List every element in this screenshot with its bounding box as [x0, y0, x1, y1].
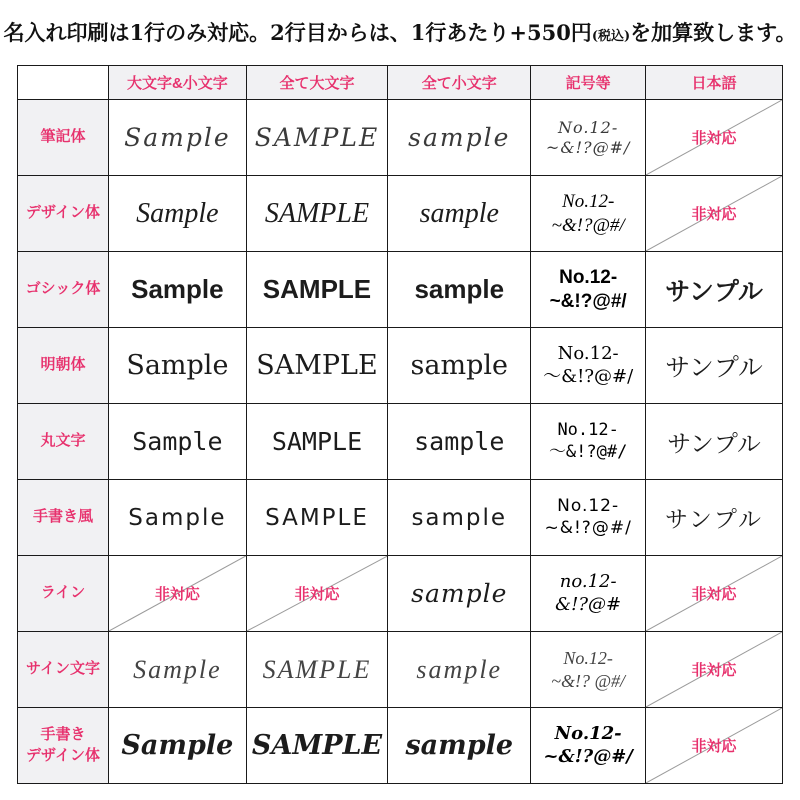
japanese-sample-cell: サンプル [646, 252, 783, 328]
symbol-cell: No.12- ~&!?@#/ [531, 176, 646, 252]
row-cursive [18, 100, 783, 176]
not-supported-cell: 非対応 [246, 556, 388, 632]
sample-cell: sample [388, 100, 531, 176]
header-upper-lower: 大文字&小文字 [109, 66, 247, 100]
row-handwritten-design [18, 708, 783, 784]
row-label-cell: 手書き デザイン体 [18, 708, 109, 784]
sample-cell: SAMPLE [246, 252, 388, 328]
row-label-cell: サイン文字 [18, 632, 109, 708]
header-all-upper: 全て大文字 [246, 66, 388, 100]
symbol-cell: No.12- ～&!?@#/ [531, 404, 646, 480]
sample-cell: Sample [109, 252, 247, 328]
sample-cell: SAMPLE [246, 404, 388, 480]
sample-cell: sample [388, 176, 531, 252]
sample-cell: sample [388, 252, 531, 328]
header-symbols: 記号等 [531, 66, 646, 100]
row-mincho [18, 328, 783, 404]
row-signature [18, 632, 783, 708]
page [0, 17, 800, 800]
sample-cell: SAMPLE [246, 176, 388, 252]
sample-cell: Sample [109, 328, 247, 404]
sample-cell: Sample [109, 708, 247, 784]
header-all-lower: 全て小文字 [388, 66, 531, 100]
symbol-cell: No.12- ~&!? @#/ [531, 632, 646, 708]
symbol-cell: No.12- ~&!?@#/ [531, 100, 646, 176]
header-corner-cell [18, 66, 109, 100]
row-label-cell: 丸文字 [18, 404, 109, 480]
sample-cell: sample [388, 556, 531, 632]
title-text-after: を加算致します。 [630, 20, 797, 45]
row-handwritten [18, 480, 783, 556]
title-tax-note: (税込) [591, 29, 631, 44]
row-design [18, 176, 783, 252]
symbol-cell: No.12- ~&!?@#/ [531, 252, 646, 328]
page-title [0, 17, 800, 47]
row-label-cell: 筆記体 [18, 100, 109, 176]
symbol-cell: No.12- ~&!?@#/ [531, 480, 646, 556]
title-text-before: 名入れ印刷は1行のみ対応。2行目からは、1行あたり+550円 [3, 20, 592, 45]
not-supported-cell: 非対応 [646, 556, 783, 632]
row-line [18, 556, 783, 632]
row-label-cell: 明朝体 [18, 328, 109, 404]
row-label-cell: ゴシック体 [18, 252, 109, 328]
sample-cell: SAMPLE [246, 632, 388, 708]
not-supported-cell: 非対応 [109, 556, 247, 632]
symbol-cell: no.12- &!?@# [531, 556, 646, 632]
sample-cell: Sample [109, 176, 247, 252]
row-label-cell: ライン [18, 556, 109, 632]
sample-cell: SAMPLE [246, 480, 388, 556]
not-supported-cell: 非対応 [646, 708, 783, 784]
sample-cell: SAMPLE [246, 708, 388, 784]
sample-cell: Sample [109, 404, 247, 480]
sample-cell: Sample [109, 480, 247, 556]
sample-cell: Sample [109, 100, 247, 176]
sample-cell: SAMPLE [246, 328, 388, 404]
japanese-sample-cell: サンプル [646, 328, 783, 404]
header-japanese: 日本語 [646, 66, 783, 100]
row-label-cell: デザイン体 [18, 176, 109, 252]
header-row [18, 66, 783, 100]
sample-cell: sample [388, 328, 531, 404]
row-gothic [18, 252, 783, 328]
sample-cell: Sample [109, 632, 247, 708]
not-supported-cell: 非対応 [646, 632, 783, 708]
row-maru [18, 404, 783, 480]
sample-cell: sample [388, 632, 531, 708]
symbol-cell: No.12- ~&!?@#/ [531, 708, 646, 784]
japanese-sample-cell: サンプル [646, 404, 783, 480]
symbol-cell: No.12- ～&!?@#/ [531, 328, 646, 404]
sample-cell: sample [388, 708, 531, 784]
sample-cell: SAMPLE [246, 100, 388, 176]
not-supported-cell: 非対応 [646, 100, 783, 176]
japanese-sample-cell: サンプル [646, 480, 783, 556]
row-label-cell: 手書き風 [18, 480, 109, 556]
not-supported-cell: 非対応 [646, 176, 783, 252]
sample-cell: sample [388, 404, 531, 480]
font-sample-table [17, 65, 783, 784]
sample-cell: sample [388, 480, 531, 556]
